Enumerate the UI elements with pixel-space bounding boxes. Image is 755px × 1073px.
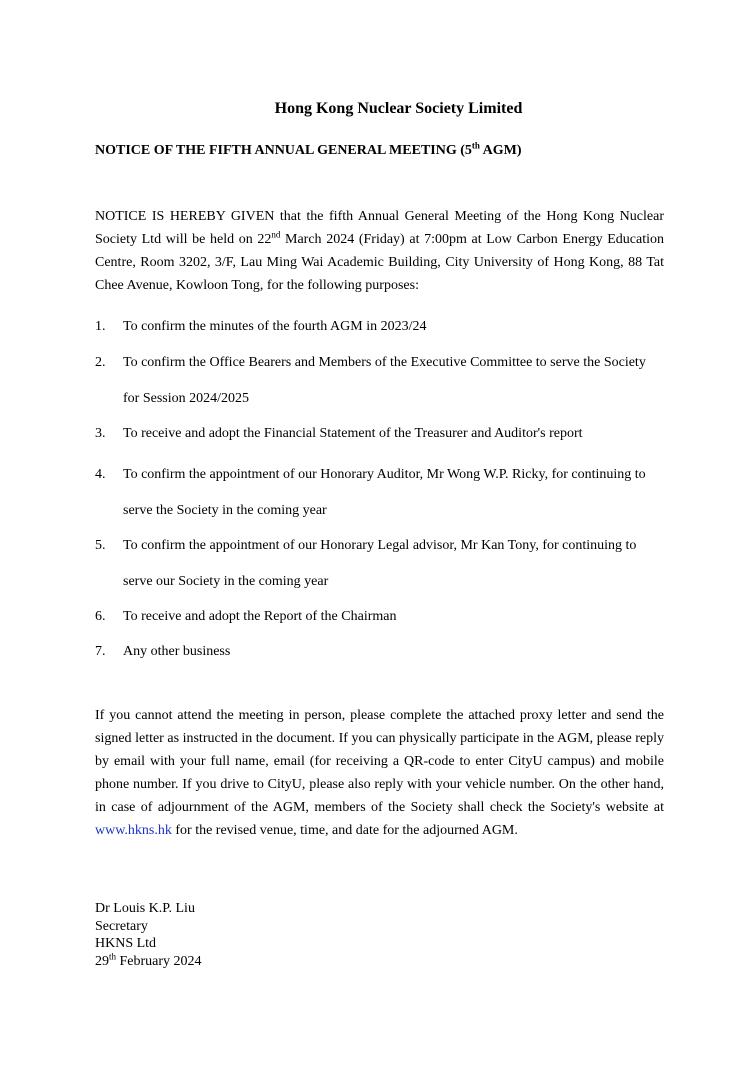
agenda-item-number: 5. [95, 538, 106, 553]
signature-date-superscript: th [109, 950, 117, 961]
agenda-item-text: To confirm the appointment of our Honorary Legal advisor, Mr Kan Tony, for continuing to serve our Society in the coming year [123, 538, 637, 589]
instructions-text-part1: If you cannot attend the meeting in person, please complete the attached proxy letter and send the signed letter as instructed in the document. If you can physically participate in the AGM, please reply by email with your full name, email (for receiving a QR-code to enter CityU campus) and mobile phone number. If you drive to CityU, please also reply with your vehicle number. On the other hand, in case of adjournment of the AGM, members of the Society shall check the Society's website at [95, 708, 664, 815]
agenda-item [95, 528, 664, 599]
agenda-item [95, 457, 664, 528]
intro-text-part2: March 2024 (Friday) at 7:00pm at Low Carbon Energy Education Centre, Room 3202, 3/F, Lau Ming Wai Academic Building, City University of Hong Kong, 88 Tat Chee Avenue, Kowloon Tong, for the following purposes: [95, 232, 664, 293]
agenda-item-text: To receive and adopt the Report of the Chairman [123, 609, 397, 624]
agenda-item-text: To confirm the appointment of our Honorary Auditor, Mr Wong W.P. Ricky, for continuing to serve the Society in the coming year [123, 467, 646, 518]
agenda-item-number: 3. [95, 426, 106, 441]
signature-block [95, 900, 202, 970]
signature-date [95, 950, 202, 971]
agenda-item [95, 345, 664, 416]
agenda-item-number: 7. [95, 644, 106, 659]
intro-text-part1: NOTICE IS HEREBY GIVEN that the fifth Annual General Meeting of the Hong Kong Nuclear Society Ltd will be held on 22 [95, 209, 664, 247]
agenda-item-number: 2. [95, 355, 106, 370]
instructions-paragraph [95, 704, 664, 842]
agenda-item-number: 4. [95, 467, 106, 482]
agenda-item-number: 6. [95, 609, 106, 624]
notice-heading-superscript: th [471, 140, 480, 151]
agenda-item [95, 634, 664, 670]
agenda-item-text: To receive and adopt the Financial Statement of the Treasurer and Auditor's report [123, 426, 583, 441]
agenda-item-text: Any other business [123, 644, 231, 659]
notice-heading-suffix: AGM) [479, 143, 522, 158]
signature-date-day: 29 [95, 953, 109, 969]
signatory-name: Dr Louis K.P. Liu [95, 901, 195, 916]
notice-heading [95, 140, 522, 159]
signatory-role: Secretary [95, 918, 148, 934]
agenda-item [95, 416, 664, 452]
instructions-text-part2: for the revised venue, time, and date for the adjourned AGM. [171, 823, 518, 838]
agenda-item-text: To confirm the minutes of the fourth AGM in 2023/24 [123, 319, 427, 334]
agenda-item [95, 599, 664, 635]
intro-paragraph [95, 205, 664, 297]
notice-heading-prefix: NOTICE OF THE FIFTH ANNUAL GENERAL MEETING (5 [95, 143, 472, 158]
signature-date-rest: February 2024 [116, 953, 202, 969]
document-title: Hong Kong Nuclear Society Limited [274, 100, 523, 117]
agenda-item-text: To confirm the Office Bearers and Members of the Executive Committee to serve the Society for Session 2024/2025 [123, 355, 646, 406]
agenda-item [95, 309, 664, 345]
signatory-organization: HKNS Ltd [95, 936, 157, 951]
society-website-link[interactable]: www.hkns.hk [95, 823, 172, 838]
agenda-item-number: 1. [95, 319, 106, 334]
intro-date-superscript: nd [271, 229, 281, 240]
